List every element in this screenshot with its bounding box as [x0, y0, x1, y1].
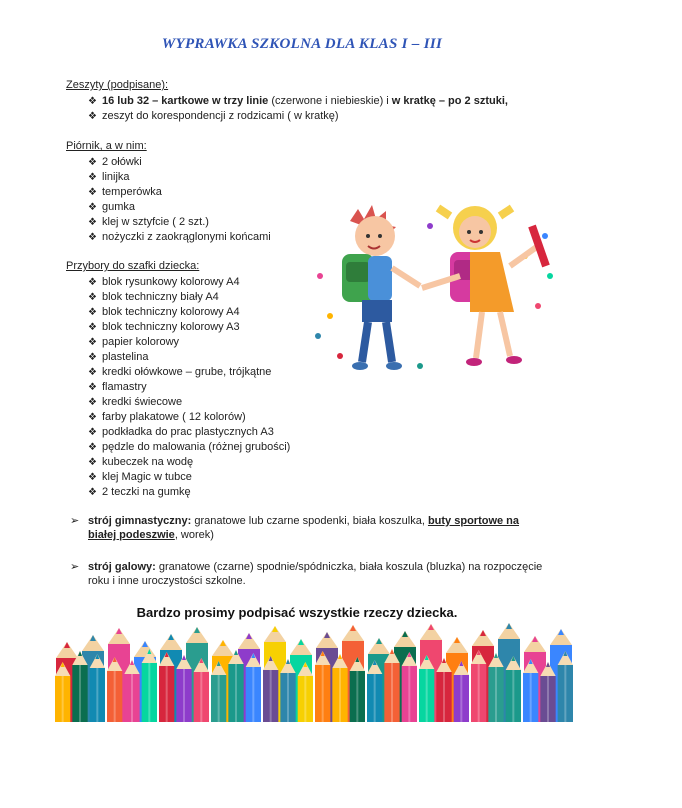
diamond-bullet-icon: ❖ — [88, 412, 97, 423]
list-item: ❖ linijka — [88, 171, 130, 183]
list-item: ❖ blok rysunkowy kolorowy A4 — [88, 276, 240, 288]
list-item: ❖ 16 lub 32 – kartkowe w trzy linie (czerwone i niebieskie) i w kratkę – po 2 sztuki, — [88, 95, 508, 107]
pencil-case-list — [66, 155, 271, 245]
pencil — [471, 650, 486, 722]
pencil — [246, 653, 261, 722]
list-item: ❖ podkładka do prac plastycznych A3 — [88, 426, 274, 438]
list-item: ❖ nożyczki z zaokrąglonymi końcami — [88, 231, 271, 243]
list-item: ❖ klej Magic w tubce — [88, 471, 192, 483]
list-item: ❖ zeszyt do korespondencji z rodzicami ( w kratkę) — [88, 110, 339, 122]
list-item: ❖ plastelina — [88, 351, 149, 363]
diamond-bullet-icon: ❖ — [88, 96, 97, 107]
diamond-bullet-icon: ❖ — [88, 427, 97, 438]
diamond-bullet-icon: ❖ — [88, 382, 97, 393]
pencil — [332, 654, 347, 722]
diamond-bullet-icon: ❖ — [88, 307, 97, 318]
banner-message: Bardzo prosimy podpisać wszystkie rzeczy dziecka. — [136, 605, 458, 620]
list-item: ❖ gumka — [88, 201, 136, 213]
section-heading: Zeszyty (podpisane): — [66, 79, 169, 91]
section-heading: Piórnik, a w nim: — [66, 140, 147, 152]
girl-figure — [422, 206, 546, 366]
list-item: ❖ farby plakatowe ( 12 kolorów) — [88, 411, 246, 423]
pencil — [384, 649, 399, 722]
diamond-bullet-icon: ❖ — [88, 111, 97, 122]
notebooks-list — [66, 94, 508, 124]
list-item: ❖ 2 teczki na gumkę — [88, 486, 191, 498]
section-supplies — [66, 259, 290, 500]
arrow-bullet-icon: ➢ — [70, 561, 80, 573]
list-item: ❖ 2 ołówki — [88, 156, 142, 168]
diamond-bullet-icon: ❖ — [88, 202, 97, 213]
pencil — [506, 656, 521, 722]
diamond-bullet-icon: ❖ — [88, 337, 97, 348]
diamond-bullet-icon: ❖ — [88, 292, 97, 303]
diamond-bullet-icon: ❖ — [88, 322, 97, 333]
pencil — [90, 654, 105, 722]
diamond-bullet-icon: ❖ — [88, 397, 97, 408]
diamond-bullet-icon: ❖ — [88, 157, 97, 168]
pencil — [558, 651, 573, 722]
diamond-bullet-icon: ❖ — [88, 352, 97, 363]
section-heading: Przybory do szafki dziecka: — [66, 260, 200, 272]
list-item: ❖ papier kolorowy — [88, 336, 180, 348]
list-item: ❖ blok techniczny kolorowy A3 — [88, 321, 240, 333]
formal-outfit-item: ➢ strój galowy: granatowe (czarne) spodnie/spódniczka, biała koszula (bluzka) na rozpoczęcie roku i inne uroczystości szkolne. — [70, 561, 543, 587]
boy-figure — [342, 205, 420, 370]
pencil — [419, 655, 434, 722]
pencil — [315, 651, 330, 722]
pencil — [228, 650, 243, 722]
diamond-bullet-icon: ❖ — [88, 217, 97, 228]
pencil — [402, 652, 417, 722]
diamond-bullet-icon: ❖ — [88, 277, 97, 288]
diamond-bullet-icon: ❖ — [88, 232, 97, 243]
supplies-list — [66, 275, 290, 500]
list-item: ❖ kredki ołówkowe – grube, trójkątne — [88, 366, 272, 378]
diamond-bullet-icon: ❖ — [88, 367, 97, 378]
diamond-bullet-icon: ❖ — [88, 457, 97, 468]
list-item: ❖ blok techniczny kolorowy A4 — [88, 306, 240, 318]
page-title: WYPRAWKA SZKOLNA DLA KLAS I – III — [161, 36, 443, 52]
section-pencil-case — [66, 139, 271, 245]
diamond-bullet-icon: ❖ — [88, 187, 97, 198]
pencil — [488, 653, 503, 722]
list-item: ❖ blok techniczny biały A4 — [88, 291, 219, 303]
children-illustration — [310, 196, 560, 386]
diamond-bullet-icon: ❖ — [88, 472, 97, 483]
list-item: ❖ kredki świecowe — [88, 396, 183, 408]
list-item: ❖ flamastry — [88, 381, 147, 393]
diamond-bullet-icon: ❖ — [88, 442, 97, 453]
list-item: ❖ kubeczek na wodę — [88, 456, 194, 468]
gym-outfit-item: ➢ strój gimnastyczny: granatowe lub czarne spodenki, biała koszulka, buty sportowe na białej podeszwie, worek) — [70, 515, 520, 541]
arrow-bullet-icon: ➢ — [70, 515, 80, 527]
crayons-banner — [54, 604, 574, 722]
list-item: ❖ pędzle do malowania (różnej grubości) — [88, 441, 291, 453]
pencil — [72, 651, 87, 722]
diamond-bullet-icon: ❖ — [88, 172, 97, 183]
list-item: ❖ temperówka — [88, 186, 162, 198]
list-item: ❖ klej w sztyfcie ( 2 szt.) — [88, 216, 209, 228]
pencil — [263, 656, 278, 722]
pencil — [142, 649, 157, 722]
section-notebooks — [66, 78, 508, 124]
pencil — [176, 655, 191, 722]
pencil — [159, 652, 174, 722]
diamond-bullet-icon: ❖ — [88, 487, 97, 498]
